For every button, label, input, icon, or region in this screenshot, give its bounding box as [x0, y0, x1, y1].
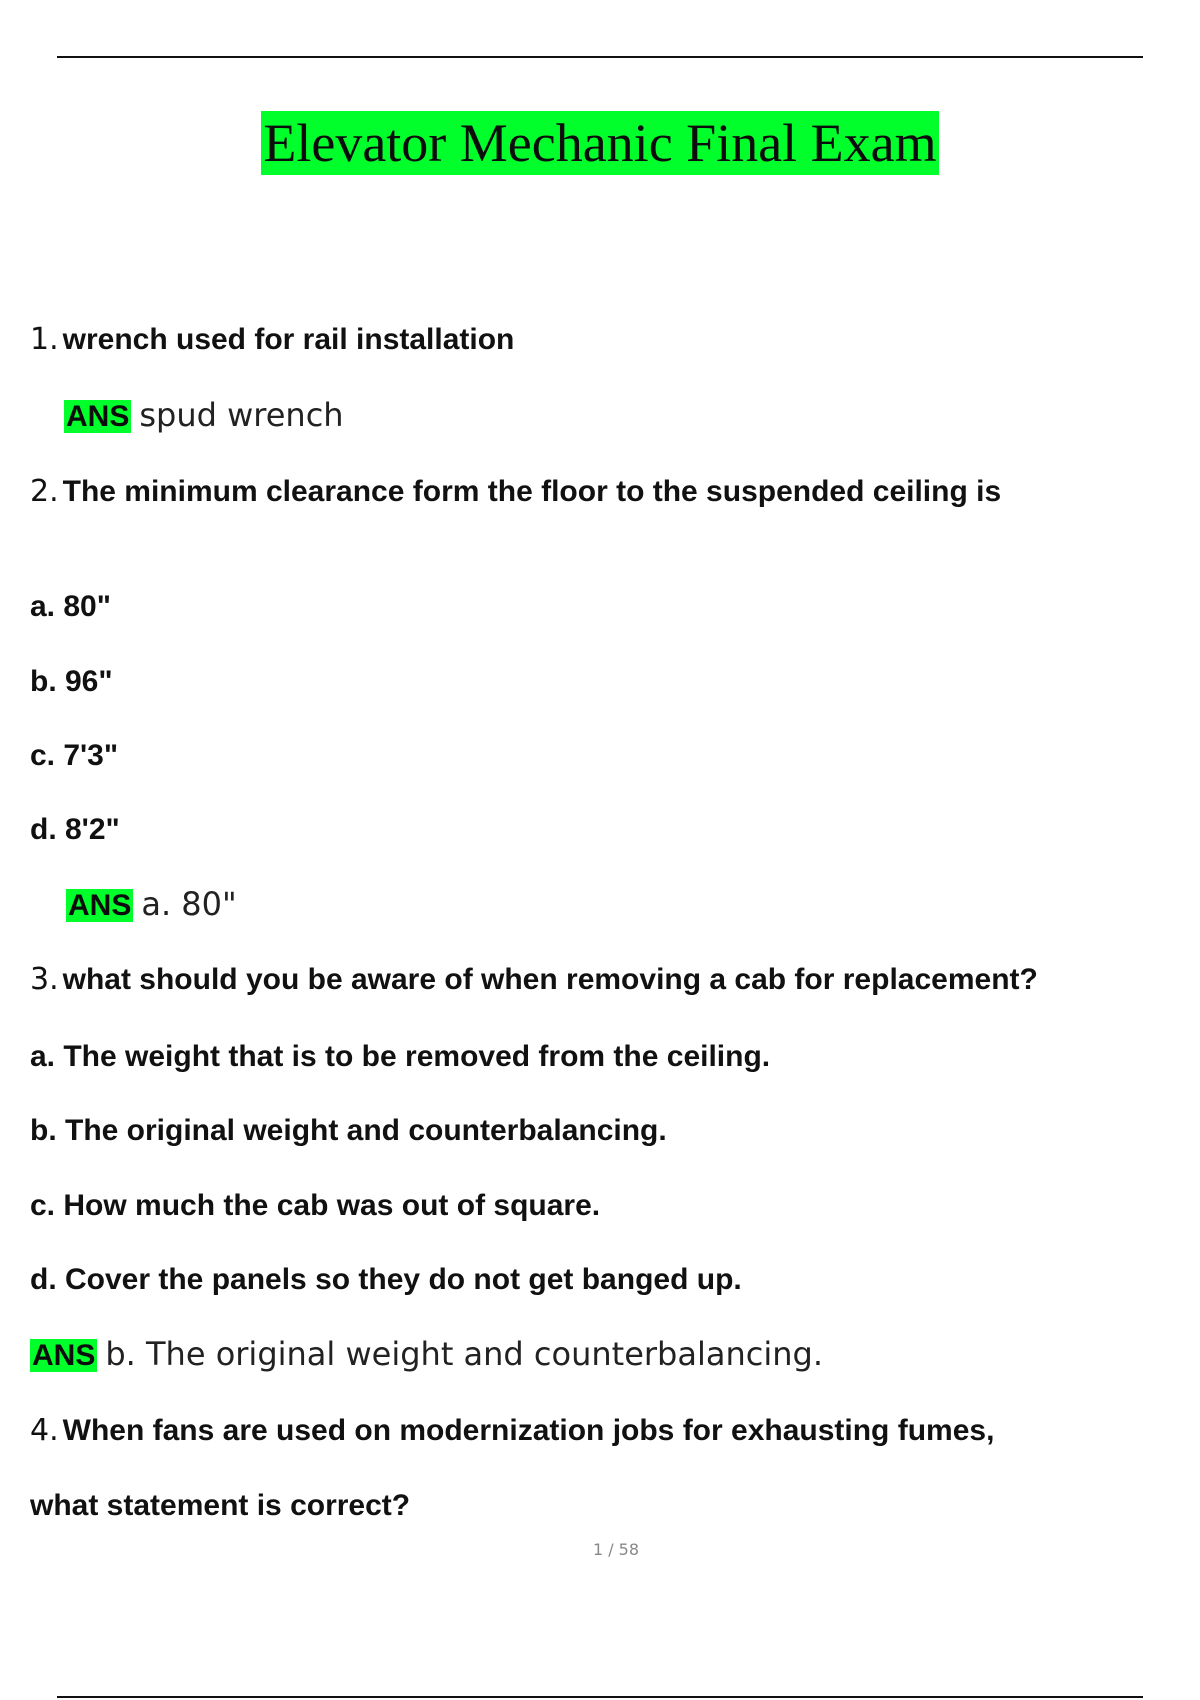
title-container [0, 111, 1200, 175]
option-d: d. 8'2" [30, 813, 120, 846]
option-a: a. 80" [30, 590, 111, 623]
answer-2 [66, 885, 237, 925]
question-number: 2. [30, 474, 59, 509]
question-1 [30, 322, 514, 358]
question-number: 4. [30, 1413, 59, 1448]
question-text: wrench used for rail installation [62, 323, 515, 356]
answer-1 [64, 396, 344, 436]
question-text: The minimum clearance form the floor to the suspended ceiling is [62, 475, 1002, 508]
option-c: c. 7'3" [30, 739, 119, 772]
answer-text: spud wrench [139, 396, 344, 434]
option-a: a. The weight that is to be removed from the ceiling. [30, 1040, 771, 1073]
answer-text: b. The original weight and counterbalancing. [105, 1335, 823, 1373]
option-c: c. How much the cab was out of square. [30, 1189, 601, 1222]
answer-tag: ANS [68, 889, 132, 922]
page-indicator: 1 / 58 [592, 1540, 640, 1559]
document-title: Elevator Mechanic Final Exam [263, 113, 937, 173]
option-b: b. The original weight and counterbalancing. [30, 1114, 667, 1147]
question-4 [30, 1413, 994, 1449]
question-2 [30, 474, 1001, 510]
question-number: 3. [30, 962, 59, 997]
question-4-continued: what statement is correct? [30, 1489, 411, 1522]
answer-text: a. 80" [141, 885, 237, 923]
question-text: When fans are used on modernization jobs for exhausting fumes, [62, 1414, 995, 1447]
answer-tag: ANS [66, 400, 130, 433]
top-rule [57, 56, 1143, 58]
bottom-rule [57, 1696, 1143, 1698]
option-b: b. 96" [30, 665, 113, 698]
option-d: d. Cover the panels so they do not get banged up. [30, 1263, 742, 1296]
question-number: 1. [30, 322, 59, 357]
question-3 [30, 962, 1038, 998]
question-text: what should you be aware of when removing a cab for replacement? [62, 963, 1038, 996]
answer-tag: ANS [32, 1339, 96, 1372]
answer-3 [30, 1335, 823, 1375]
